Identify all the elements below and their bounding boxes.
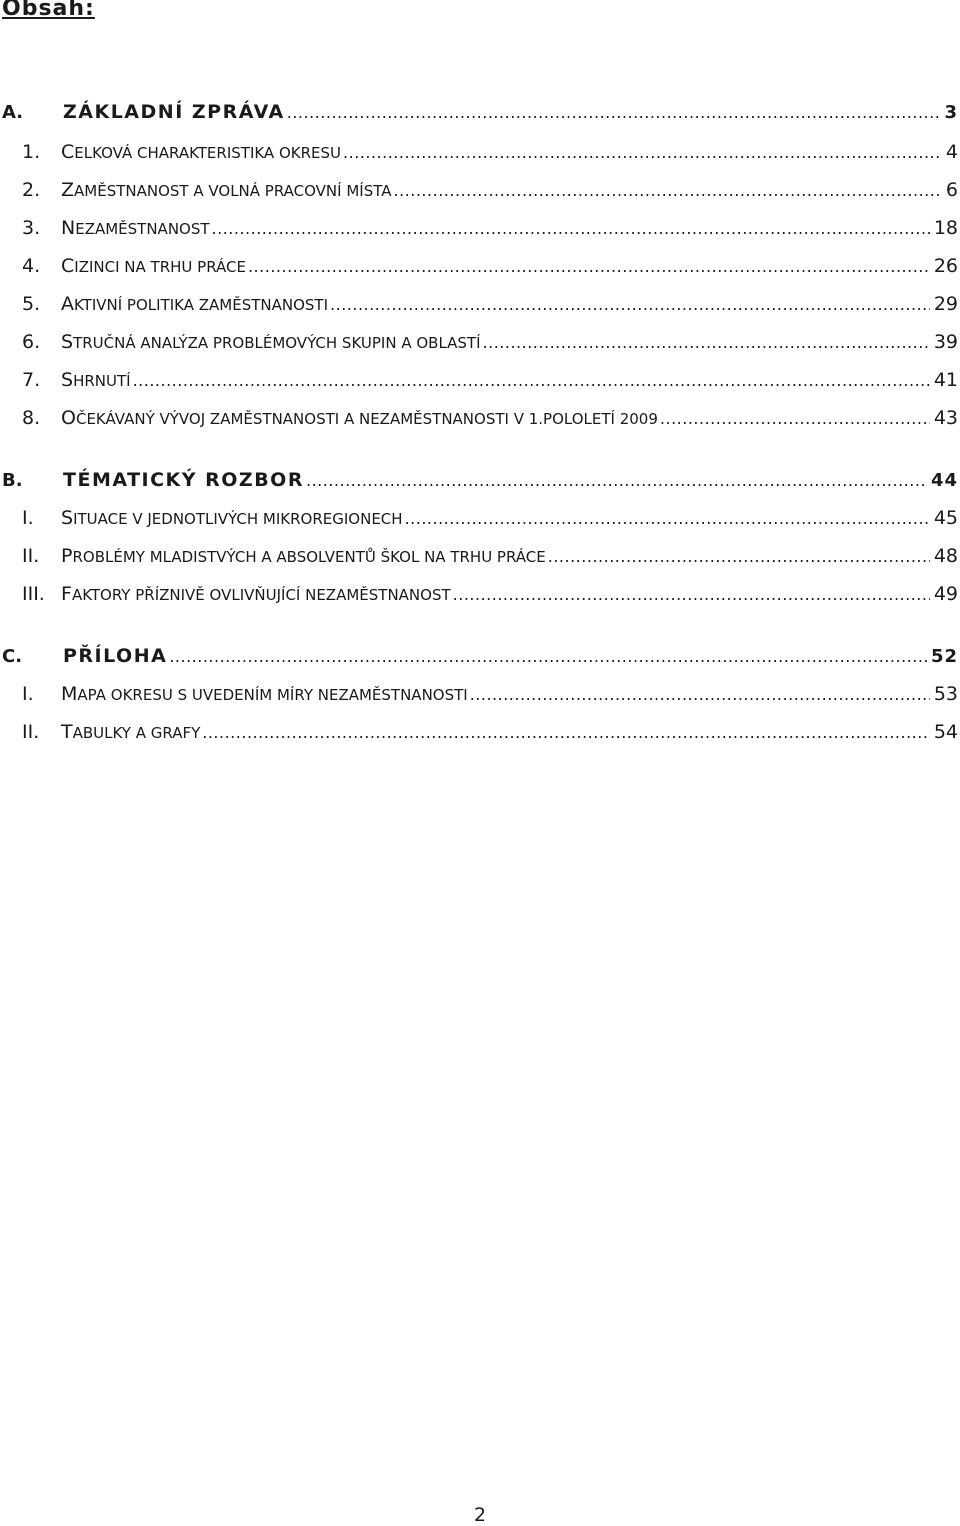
toc-entry-title-rest: ITUACE V JEDNOTLIVÝCH MIKROREGIONECH	[73, 510, 403, 528]
toc-entry-number: 5.	[22, 293, 41, 315]
toc-entry[interactable]	[0, 100, 960, 124]
toc-entry-page: 41	[933, 369, 958, 391]
toc-entry[interactable]	[0, 330, 960, 354]
toc-dot-leader	[660, 409, 930, 428]
toc-entry-title-initial: S	[61, 331, 74, 353]
toc-entry-number: 4.	[22, 255, 41, 277]
toc-entry-title-initial: M	[61, 683, 78, 705]
toc-entry-title-rest: ROBLÉMY MLADISTVÝCH A ABSOLVENTŮ ŠKOL NA TRHU PRÁCE	[72, 548, 546, 566]
toc-entry-page: 3	[944, 101, 958, 123]
toc-entry-title	[61, 331, 481, 353]
toc-dot-leader	[133, 371, 930, 390]
toc-dot-leader	[202, 723, 930, 742]
toc-entry-title-rest: TRUČNÁ ANALÝZA PROBLÉMOVÝCH SKUPIN A OBLASTÍ	[73, 334, 481, 352]
toc-dot-leader	[405, 509, 930, 528]
toc-entry-number: 8.	[22, 407, 41, 429]
toc-dot-leader	[212, 219, 930, 238]
toc-entry[interactable]	[0, 682, 960, 706]
toc-entry[interactable]	[0, 506, 960, 530]
toc-entry-number: A.	[2, 101, 24, 123]
toc-entry[interactable]	[0, 178, 960, 202]
toc-entry[interactable]	[0, 216, 960, 240]
toc-entry-number: 3.	[22, 217, 41, 239]
toc-entry-title	[61, 217, 210, 239]
toc-entry-title-rest: AMĚSTNANOST A VOLNÁ PRACOVNÍ MÍSTA	[74, 182, 392, 200]
toc-entry-title-initial: S	[61, 369, 74, 391]
toc-entry-title: PŘÍLOHA	[63, 645, 168, 667]
toc-entry-title-initial: N	[61, 217, 76, 239]
toc-entry[interactable]	[0, 406, 960, 430]
toc-entry-number: I.	[22, 683, 34, 705]
toc-entry-title-rest: IZINCI NA TRHU PRÁCE	[74, 258, 246, 276]
toc-entry-title-initial: Z	[61, 179, 75, 201]
toc-entry-number: 6.	[22, 331, 41, 353]
toc-entry[interactable]	[0, 140, 960, 164]
toc-dot-leader	[483, 333, 930, 352]
page-number: 2	[474, 1504, 487, 1526]
toc-entry-number: B.	[2, 469, 23, 491]
toc-entry-page: 18	[933, 217, 958, 239]
toc-entry-number: C.	[2, 645, 23, 667]
toc-entry-page: 45	[933, 507, 958, 529]
toc-entry-title-initial: O	[61, 407, 76, 429]
toc-entry-title-rest: ELKOVÁ CHARAKTERISTIKA OKRESU	[74, 144, 342, 162]
toc-entry-page: 43	[933, 407, 958, 429]
toc-entry-title	[61, 545, 546, 567]
toc-entry-number: 1.	[22, 141, 41, 163]
toc-entry-number: II.	[22, 545, 40, 567]
toc-entry-title-initial: P	[61, 545, 73, 567]
toc-entry-number: 2.	[22, 179, 41, 201]
toc-entry-title-initial: A	[61, 293, 74, 315]
toc-entry[interactable]	[0, 720, 960, 744]
toc-entry-title	[61, 293, 328, 315]
toc-entry[interactable]	[0, 254, 960, 278]
toc-entry-title-rest: KTIVNÍ POLITIKA ZAMĚSTNANOSTI	[74, 296, 329, 314]
toc-entry[interactable]	[0, 292, 960, 316]
toc-entry-title	[61, 179, 392, 201]
toc-dot-leader	[287, 103, 941, 122]
toc-entry-title	[61, 683, 468, 705]
toc-dot-leader	[330, 295, 930, 314]
toc-entry-page: 49	[933, 583, 958, 605]
toc-entry-title-rest: AKTORY PŘÍZNIVĚ OVLIVŇUJÍCÍ NEZAMĚSTNANOST	[71, 586, 451, 604]
toc-dot-leader	[343, 143, 942, 162]
page-title: Obsah:	[2, 0, 95, 21]
toc-entry-title	[61, 407, 658, 429]
toc-entry-title	[61, 141, 341, 163]
toc-dot-leader	[169, 647, 927, 666]
toc-entry-page: 52	[930, 645, 958, 667]
toc-entry-number: II.	[22, 721, 40, 743]
toc-entry-page: 44	[930, 469, 958, 491]
toc-entry-title-rest: APA OKRESU S UVEDENÍM MÍRY NEZAMĚSTNANOSTI	[77, 686, 468, 704]
toc-entry-page: 6	[945, 179, 958, 201]
toc-entry-title	[61, 507, 403, 529]
toc-entry[interactable]	[0, 468, 960, 492]
toc-entry-title: TÉMATICKÝ ROZBOR	[63, 469, 304, 491]
toc-entry-title-rest: HRNUTÍ	[73, 372, 131, 390]
toc-entry-page: 29	[933, 293, 958, 315]
toc-entry[interactable]	[0, 644, 960, 668]
toc-entry-title	[61, 369, 131, 391]
toc-entry-page: 39	[933, 331, 958, 353]
toc-entry-page: 4	[945, 141, 958, 163]
toc-entry-title-initial: C	[61, 255, 75, 277]
toc-entry-title-initial: F	[61, 583, 72, 605]
toc-entry[interactable]	[0, 582, 960, 606]
toc-entry-title-rest: ABULKY A GRAFY	[72, 724, 201, 742]
toc-entry-title-initial: C	[61, 141, 75, 163]
toc-entry[interactable]	[0, 544, 960, 568]
toc-entry-number: 7.	[22, 369, 41, 391]
toc-entry-page: 48	[933, 545, 958, 567]
toc-entry[interactable]	[0, 368, 960, 392]
toc-entry-title-initial: S	[61, 507, 74, 529]
toc-entry-number: I.	[22, 507, 34, 529]
toc-entry-title	[61, 583, 451, 605]
toc-entry-title	[61, 721, 200, 743]
toc-dot-leader	[453, 585, 930, 604]
toc-entry-title-initial: T	[61, 721, 73, 743]
toc-entry-title: ZÁKLADNÍ ZPRÁVA	[63, 101, 285, 123]
toc-dot-leader	[306, 471, 927, 490]
toc-entry-page: 53	[933, 683, 958, 705]
toc-entry-title-rest: ČEKÁVANÝ VÝVOJ ZAMĚSTNANOSTI A NEZAMĚSTNANOSTI V 1.POLOLETÍ 2009	[75, 410, 658, 428]
toc-entry-page: 54	[933, 721, 958, 743]
toc-dot-leader	[470, 685, 930, 704]
toc-dot-leader	[394, 181, 942, 200]
toc-entry-number: III.	[22, 583, 45, 605]
toc-entry-page: 26	[933, 255, 958, 277]
toc-dot-leader	[548, 547, 930, 566]
toc-entry-title-rest: EZAMĚSTNANOST	[75, 220, 210, 238]
toc-dot-leader	[248, 257, 930, 276]
toc-entry-title	[61, 255, 246, 277]
